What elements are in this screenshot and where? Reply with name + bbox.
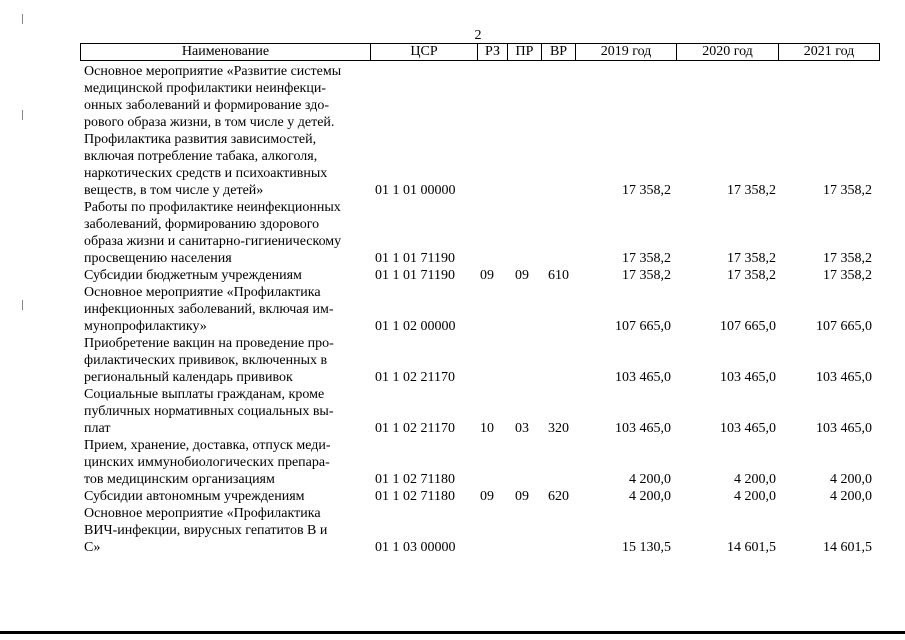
row-value-2019: 17 358,2 bbox=[622, 268, 671, 283]
row-value-2020: 4 200,0 bbox=[734, 472, 776, 487]
row-name-line: цинских иммунобиологических препара- bbox=[84, 455, 330, 470]
row-csr: 01 1 02 21170 bbox=[375, 370, 455, 385]
row-pr: 09 bbox=[515, 268, 529, 283]
row-name-line: филактических прививок, включенных в bbox=[84, 353, 328, 368]
row-name-line: Приобретение вакцин на проведение про- bbox=[84, 336, 334, 351]
row-name-line: просвещению населения bbox=[84, 251, 232, 266]
row-name-line: онных заболеваний и формирование здо- bbox=[84, 98, 329, 113]
row-name-line: региональный календарь прививок bbox=[84, 370, 293, 385]
scan-edge-mark bbox=[22, 110, 23, 120]
row-name-line: ВИЧ-инфекции, вирусных гепатитов В и bbox=[84, 523, 328, 538]
row-name-line: Работы по профилактике неинфекционных bbox=[84, 200, 341, 215]
row-value-2021: 4 200,0 bbox=[830, 489, 872, 504]
row-value-2021: 17 358,2 bbox=[823, 251, 872, 266]
row-name-line: публичных нормативных социальных вы- bbox=[84, 404, 334, 419]
row-value-2021: 14 601,5 bbox=[823, 540, 872, 555]
row-value-2020: 17 358,2 bbox=[727, 183, 776, 198]
row-name-line: Субсидии бюджетным учреждениям bbox=[84, 268, 302, 283]
page-bottom-rule bbox=[0, 631, 905, 634]
row-csr: 01 1 02 71180 bbox=[375, 489, 455, 504]
row-value-2020: 14 601,5 bbox=[727, 540, 776, 555]
row-name-line: Основное мероприятие «Профилактика bbox=[84, 506, 321, 521]
row-pr: 03 bbox=[515, 421, 529, 436]
header-rz: РЗ bbox=[478, 44, 508, 60]
table-header bbox=[80, 43, 880, 61]
row-value-2020: 103 465,0 bbox=[720, 421, 776, 436]
row-value-2019: 103 465,0 bbox=[615, 421, 671, 436]
scan-edge-mark bbox=[22, 300, 23, 310]
row-name-line: мунопрофилактику» bbox=[84, 319, 207, 334]
row-name-line: Основное мероприятие «Развитие системы bbox=[84, 64, 342, 79]
row-csr: 01 1 01 00000 bbox=[375, 183, 456, 198]
row-csr: 01 1 02 71180 bbox=[375, 472, 455, 487]
row-csr: 01 1 02 00000 bbox=[375, 319, 456, 334]
row-name-line: включая потребление табака, алкоголя, bbox=[84, 149, 318, 164]
row-rz: 09 bbox=[480, 489, 494, 504]
header-csr: ЦСР bbox=[371, 44, 478, 60]
header-2021: 2021 год bbox=[803, 44, 855, 59]
row-value-2021: 107 665,0 bbox=[816, 319, 872, 334]
scan-edge-mark bbox=[22, 14, 23, 24]
row-name-line: С» bbox=[84, 540, 101, 555]
row-name-line: Социальные выплаты гражданам, кроме bbox=[84, 387, 325, 402]
row-name-line: Профилактика развития зависимостей, bbox=[84, 132, 317, 147]
row-name-line: рового образа жизни, в том числе у детей. bbox=[84, 115, 335, 130]
row-value-2019: 4 200,0 bbox=[629, 489, 671, 504]
row-value-2019: 107 665,0 bbox=[615, 319, 671, 334]
header-vr: ВР bbox=[542, 44, 576, 60]
header-name: Наименование bbox=[81, 44, 371, 60]
row-name-line: Основное мероприятие «Профилактика bbox=[84, 285, 321, 300]
header-pr: ПР bbox=[508, 44, 542, 60]
row-value-2019: 15 130,5 bbox=[622, 540, 671, 555]
row-value-2020: 4 200,0 bbox=[734, 489, 776, 504]
row-value-2020: 107 665,0 bbox=[720, 319, 776, 334]
row-name-line: тов медицинским организациям bbox=[84, 472, 275, 487]
row-name-line: Субсидии автономным учреждениям bbox=[84, 489, 305, 504]
row-value-2021: 17 358,2 bbox=[823, 268, 872, 283]
row-name-line: заболеваний, формированию здорового bbox=[84, 217, 320, 232]
row-rz: 10 bbox=[480, 421, 494, 436]
row-vr: 320 bbox=[548, 421, 569, 436]
row-csr: 01 1 02 21170 bbox=[375, 421, 455, 436]
row-value-2019: 103 465,0 bbox=[615, 370, 671, 385]
row-name-line: медицинской профилактики неинфекци- bbox=[84, 81, 326, 96]
row-name-line: наркотических средств и психоактивных bbox=[84, 166, 328, 181]
row-value-2021: 103 465,0 bbox=[816, 370, 872, 385]
row-rz: 09 bbox=[480, 268, 494, 283]
row-value-2021: 4 200,0 bbox=[830, 472, 872, 487]
row-value-2020: 103 465,0 bbox=[720, 370, 776, 385]
row-vr: 620 bbox=[548, 489, 569, 504]
row-name-line: веществ, в том числе у детей» bbox=[84, 183, 264, 198]
page-number: 2 bbox=[474, 28, 482, 43]
row-value-2020: 17 358,2 bbox=[727, 268, 776, 283]
row-csr: 01 1 01 71190 bbox=[375, 251, 455, 266]
row-csr: 01 1 01 71190 bbox=[375, 268, 455, 283]
row-name-line: инфекционных заболеваний, включая им- bbox=[84, 302, 334, 317]
header-2019: 2019 год bbox=[576, 44, 677, 60]
row-value-2019: 4 200,0 bbox=[629, 472, 671, 487]
row-value-2021: 17 358,2 bbox=[823, 183, 872, 198]
row-name-line: Прием, хранение, доставка, отпуск меди- bbox=[84, 438, 331, 453]
row-value-2019: 17 358,2 bbox=[622, 183, 671, 198]
header-2020: 2020 год bbox=[677, 44, 779, 60]
row-value-2021: 103 465,0 bbox=[816, 421, 872, 436]
row-value-2020: 17 358,2 bbox=[727, 251, 776, 266]
row-csr: 01 1 03 00000 bbox=[375, 540, 456, 555]
row-name-line: плат bbox=[84, 421, 111, 436]
row-name-line: образа жизни и санитарно-гигиеническому bbox=[84, 234, 342, 249]
row-vr: 610 bbox=[548, 268, 569, 283]
row-value-2019: 17 358,2 bbox=[622, 251, 671, 266]
row-pr: 09 bbox=[515, 489, 529, 504]
